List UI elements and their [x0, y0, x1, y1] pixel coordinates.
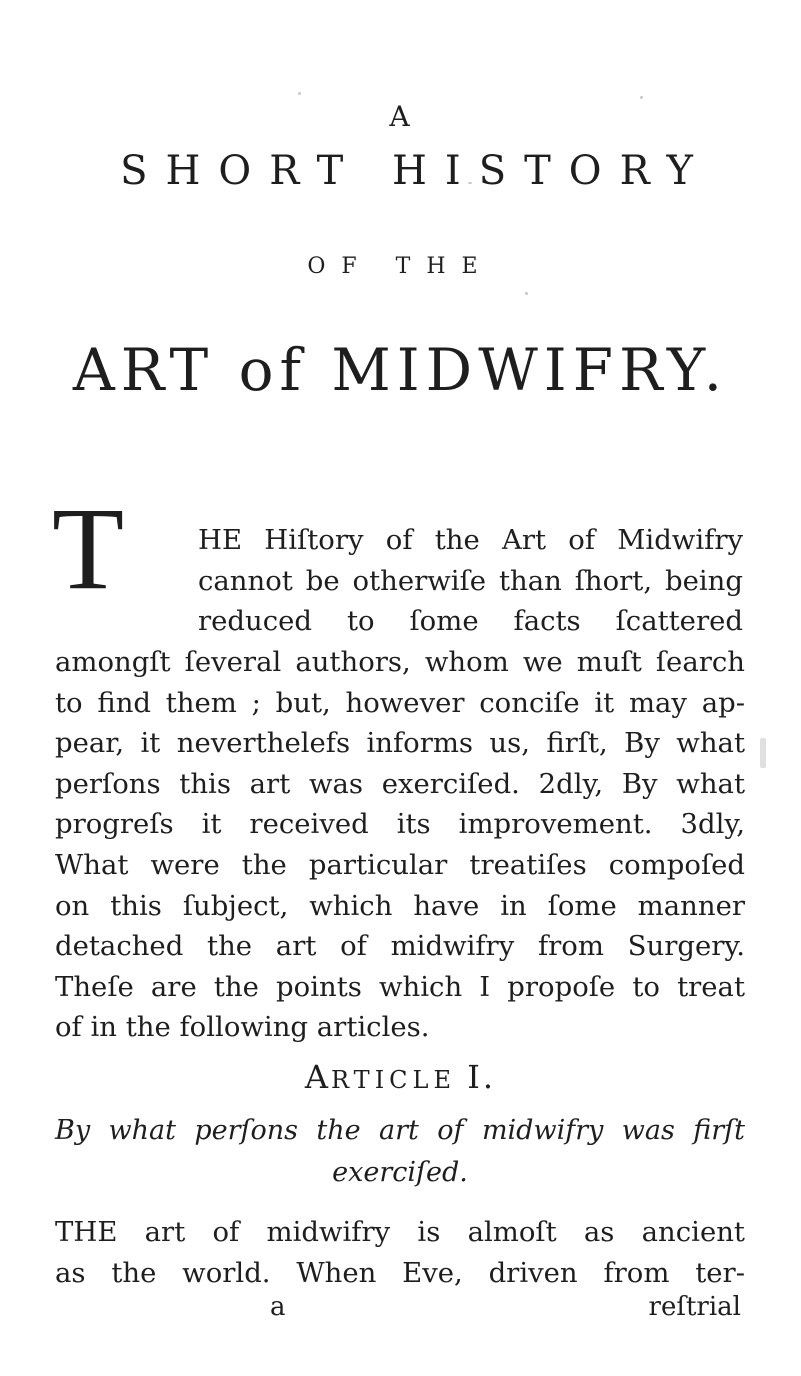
article-subtitle-line: By what perſons the art of midwifry was firſt [55, 1115, 745, 1146]
text-line: perſons this art was exerciſed. 2dly, By what [55, 767, 745, 800]
article-heading-initial: A [304, 1058, 332, 1096]
text-line: amongſt ſeveral authors, whom we muſt ſearch [55, 646, 745, 678]
text-line: Theſe are the points which I propoſe to treat [55, 970, 745, 1003]
scan-speck [640, 96, 643, 99]
article-heading [0, 1058, 801, 1096]
text-line: THE art of midwifry is almoſt as ancient [55, 1216, 745, 1248]
text-line: cannot be otherwiſe than ſhort, being [198, 564, 743, 597]
scan-speck [525, 292, 528, 295]
text-line: What were the particular treatiſes compoſed [55, 848, 745, 881]
text-line: on this ſubject, which have in ſome manner [55, 889, 745, 922]
text-line: progreſs it received its improvement. 3dly, [55, 808, 745, 841]
text-line: pear, it neverthelefs informs us, firſt, By what [55, 727, 745, 760]
article-subtitle [55, 1110, 745, 1194]
title-line-1: SHORT HISTORY [120, 148, 711, 194]
catchword: reſtrial [648, 1292, 741, 1322]
text-line: detached the art of midwifry from Surgery. [55, 930, 745, 963]
text-line: as the world. When Eve, driven from ter- [55, 1256, 745, 1289]
signature-mark: a [270, 1292, 286, 1322]
intro-paragraph [55, 642, 745, 1048]
intro-first-lines [198, 520, 743, 642]
title-line-2: OF THE [307, 254, 494, 279]
article-subtitle-line: exerciſed. [332, 1157, 468, 1188]
article-heading-rest: RTICLE [331, 1066, 456, 1094]
text-line: to find them ; but, however conciſe it may ap- [55, 686, 745, 719]
drop-cap: T [52, 483, 125, 614]
title-article-word: A [389, 100, 412, 133]
scan-speck [760, 738, 766, 768]
text-line: reduced to ſome facts ſcattered [198, 605, 743, 638]
title-line-3: ART of MIDWIFRY. [72, 336, 729, 404]
article-body [55, 1212, 745, 1293]
text-line: HE Hiſtory of the Art of Midwifry [198, 524, 743, 556]
article-heading-number: I. [467, 1058, 497, 1096]
text-line: of in the following articles. [55, 1011, 430, 1044]
scan-speck [298, 92, 301, 95]
